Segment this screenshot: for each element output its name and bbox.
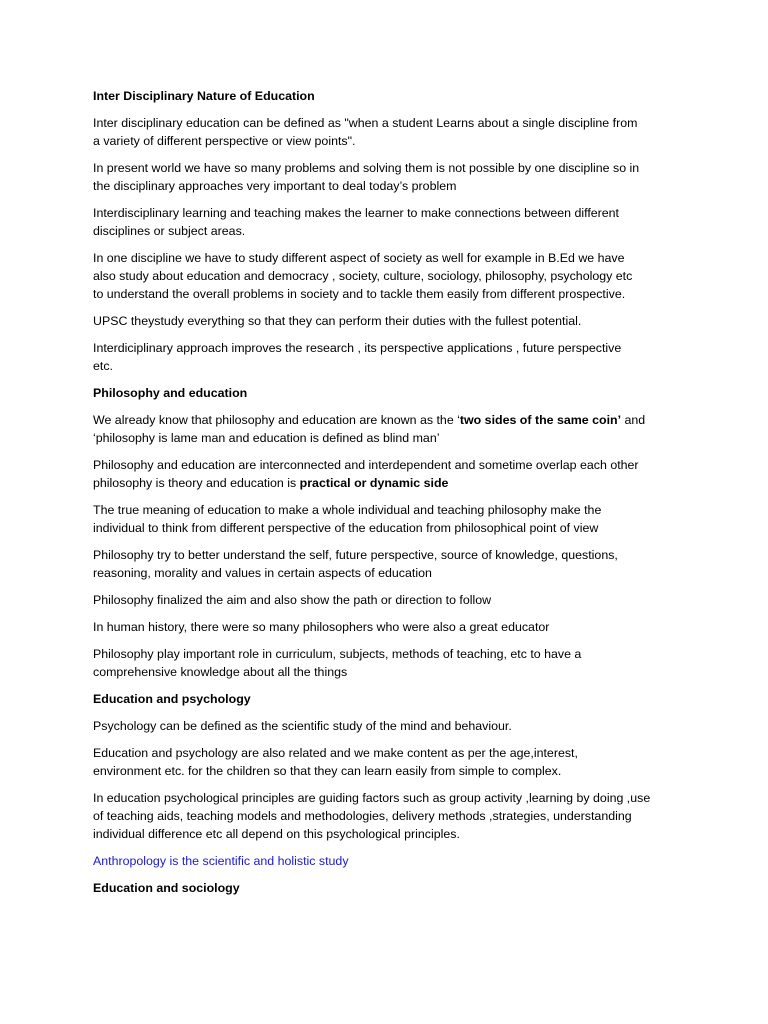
text-line [93, 474, 680, 492]
text-line: etc. [93, 359, 113, 373]
heading-sociology [93, 879, 680, 897]
paragraph-upsc [93, 312, 680, 330]
emphasis-text: practical or dynamic side [299, 476, 449, 490]
paragraph-curriculum [93, 645, 680, 681]
text-line: Philosophy play important role in curriculum, subjects, methods of teaching, etc to have a [93, 647, 582, 661]
text-line: Interdiciplinary approach improves the research , its perspective applications , future perspective [93, 341, 622, 355]
text-line [93, 411, 680, 429]
text-line: UPSC theystudy everything so that they can perform their duties with the fullest potential. [93, 314, 582, 328]
anthropology-link-text[interactable]: Anthropology is the scientific and holistic study [93, 854, 349, 868]
paragraph-interconnected [93, 456, 680, 492]
text-line: In one discipline we have to study different aspect of society as well for example in B.Ed we have [93, 251, 625, 265]
text-line: In present world we have so many problems and solving them is not possible by one discipline so in [93, 161, 640, 175]
text-line: ‘philosophy is lame man and education is defined as blind man’ [93, 431, 440, 445]
text-segment: and [621, 413, 646, 427]
text-line: Philosophy try to better understand the self, future perspective, source of knowledge, questions, [93, 548, 618, 562]
text-line: of teaching aids, teaching models and methodologies, delivery methods ,strategies, understanding [93, 809, 632, 823]
text-line: Psychology can be defined as the scientific study of the mind and behaviour. [93, 719, 512, 733]
paragraph-philosophy-try [93, 546, 680, 582]
text-line: Philosophy and education are interconnected and interdependent and sometime overlap each other [93, 458, 639, 472]
heading-psychology [93, 690, 680, 708]
text-line: Education and psychology are also related and we make content as per the age,interest, [93, 746, 578, 760]
text-line: Interdisciplinary learning and teaching makes the learner to make connections between different [93, 206, 619, 220]
text-line: In human history, there were so many philosophers who were also a great educator [93, 620, 550, 634]
heading-interdisciplinary-text: Inter Disciplinary Nature of Education [93, 89, 315, 103]
paragraph-research [93, 339, 680, 375]
text-line: environment etc. for the children so that they can learn easily from simple to complex. [93, 764, 562, 778]
paragraph-one-discipline [93, 249, 680, 303]
emphasis-text: two sides of the same coin’ [459, 413, 622, 427]
text-line: individual difference etc all depend on this psychological principles. [93, 827, 460, 841]
text-line: to understand the overall problems in society and to tackle them easily from different prospective. [93, 287, 626, 301]
text-line: Inter disciplinary education can be defined as "when a student Learns about a single discipline from [93, 116, 638, 130]
text-line: individual to think from different perspective of the education from philosophical point of view [93, 521, 599, 535]
text-segment: philosophy is theory and education is [93, 476, 300, 490]
text-line: reasoning, morality and values in certain aspects of education [93, 566, 432, 580]
text-line: disciplines or subject areas. [93, 224, 246, 238]
paragraph-true-meaning [93, 501, 680, 537]
paragraph-related [93, 744, 680, 780]
paragraph-definition [93, 114, 680, 150]
text-line: also study about education and democracy , society, culture, sociology, philosophy, psychology etc [93, 269, 633, 283]
paragraph-principles [93, 789, 680, 843]
paragraph-aim [93, 591, 680, 609]
text-line: The true meaning of education to make a whole individual and teaching philosophy make the [93, 503, 602, 517]
heading-interdisciplinary [93, 87, 680, 105]
paragraph-learning-teaching [93, 204, 680, 240]
paragraph-history [93, 618, 680, 636]
text-line: a variety of different perspective or view points". [93, 134, 356, 148]
heading-philosophy-text: Philosophy and education [93, 386, 248, 400]
paragraph-psychology-definition [93, 717, 680, 735]
heading-philosophy [93, 384, 680, 402]
text-line: comprehensive knowledge about all the things [93, 665, 348, 679]
paragraph-two-sides [93, 411, 680, 447]
text-line: Philosophy finalized the aim and also show the path or direction to follow [93, 593, 492, 607]
text-line: In education psychological principles are guiding factors such as group activity ,learning by doing ,use [93, 791, 651, 805]
anthropology-link[interactable] [93, 852, 680, 870]
heading-psychology-text: Education and psychology [93, 692, 251, 706]
text-line: the disciplinary approaches very important to deal today’s problem [93, 179, 457, 193]
text-segment: We already know that philosophy and education are known as the ‘ [93, 413, 460, 427]
heading-sociology-text: Education and sociology [93, 881, 240, 895]
paragraph-present-world [93, 159, 680, 195]
